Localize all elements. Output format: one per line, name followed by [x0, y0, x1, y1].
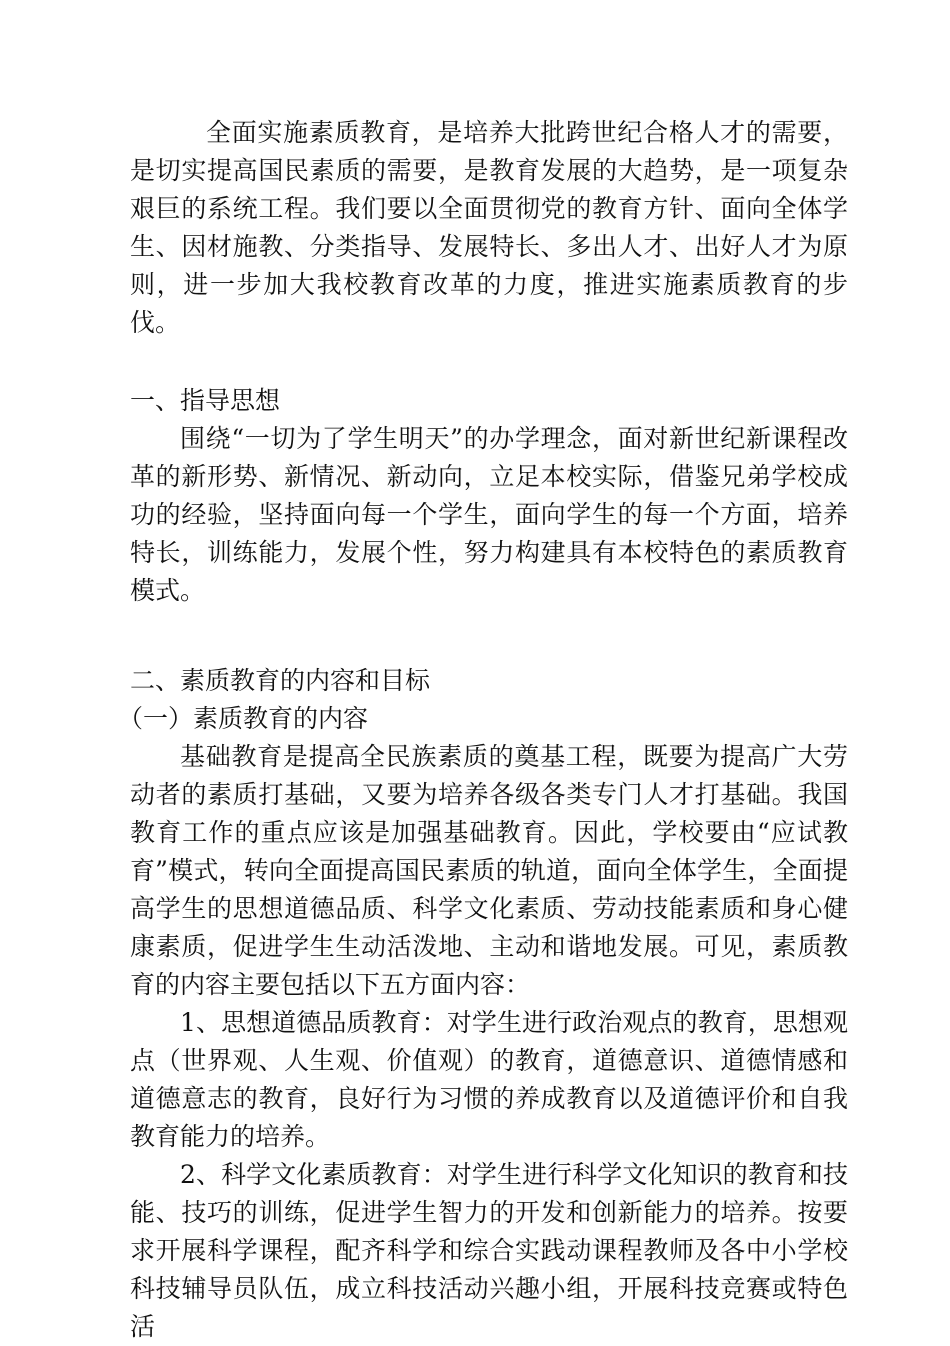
list-item-science-education: 2、科学文化素质教育：对学生进行科学文化知识的教育和技能、技巧的训练，促进学生智力的开发和创新能力的培养。按要求开展科学课程，配齐科学和综合实践动课程教师及各中小学校科技辅导员队伍，成立科技活动兴趣小组，开展科技竞赛或特色活: [130, 1160, 848, 1341]
spacer: [130, 610, 848, 662]
intro-paragraph: 全面实施素质教育，是培养大批跨世纪合格人才的需要，是切实提高国民素质的需要，是教育发展的大趋势，是一项复杂艰巨的系统工程。我们要以全面贯彻党的教育方针、面向全体学生、因材施教、分类指导、发展特长、多出人才、出好人才为原则，进一步加大我校教育改革的力度，推进实施素质教育的步伐。: [130, 118, 848, 337]
document-page: [118, 114, 848, 1346]
list-item-moral-education: 1、思想道德品质教育：对学生进行政治观点的教育，思想观点（世界观、人生观、价值观）的教育，道德意识、道德情感和道德意志的教育，良好行为习惯的养成教育以及道德评价和自我教育能力的培养。: [130, 1008, 848, 1151]
guiding-ideology-paragraph: 围绕“一切为了学生明天”的办学理念，面对新世纪新课程改革的新形势、新情况、新动向，立足本校实际，借鉴兄弟学校成功的经验，坚持面向每一个学生，面向学生的每一个方面，培养特长，训练能力，发展个性，努力构建具有本校特色的素质教育模式。: [130, 424, 848, 605]
section-heading-content-and-goals: 二、素质教育的内容和目标: [130, 666, 431, 695]
spacer: [130, 342, 848, 382]
subsection-heading-content: （一）素质教育的内容: [118, 704, 369, 733]
section-heading-guiding-ideology: 一、指导思想: [130, 386, 281, 415]
content-paragraph: 基础教育是提高全民族素质的奠基工程，既要为提高广大劳动者的素质打基础，又要为培养各级各类专门人才打基础。我国教育工作的重点应该是加强基础教育。因此，学校要由“应试教育”模式，转向全面提高国民素质的轨道，面向全体学生，全面提高学生的思想道德品质、科学文化素质、劳动技能素质和身心健康素质，促进学生生动活泼地、主动和谐地发展。可见，素质教育的内容主要包括以下五方面内容：: [130, 742, 848, 999]
